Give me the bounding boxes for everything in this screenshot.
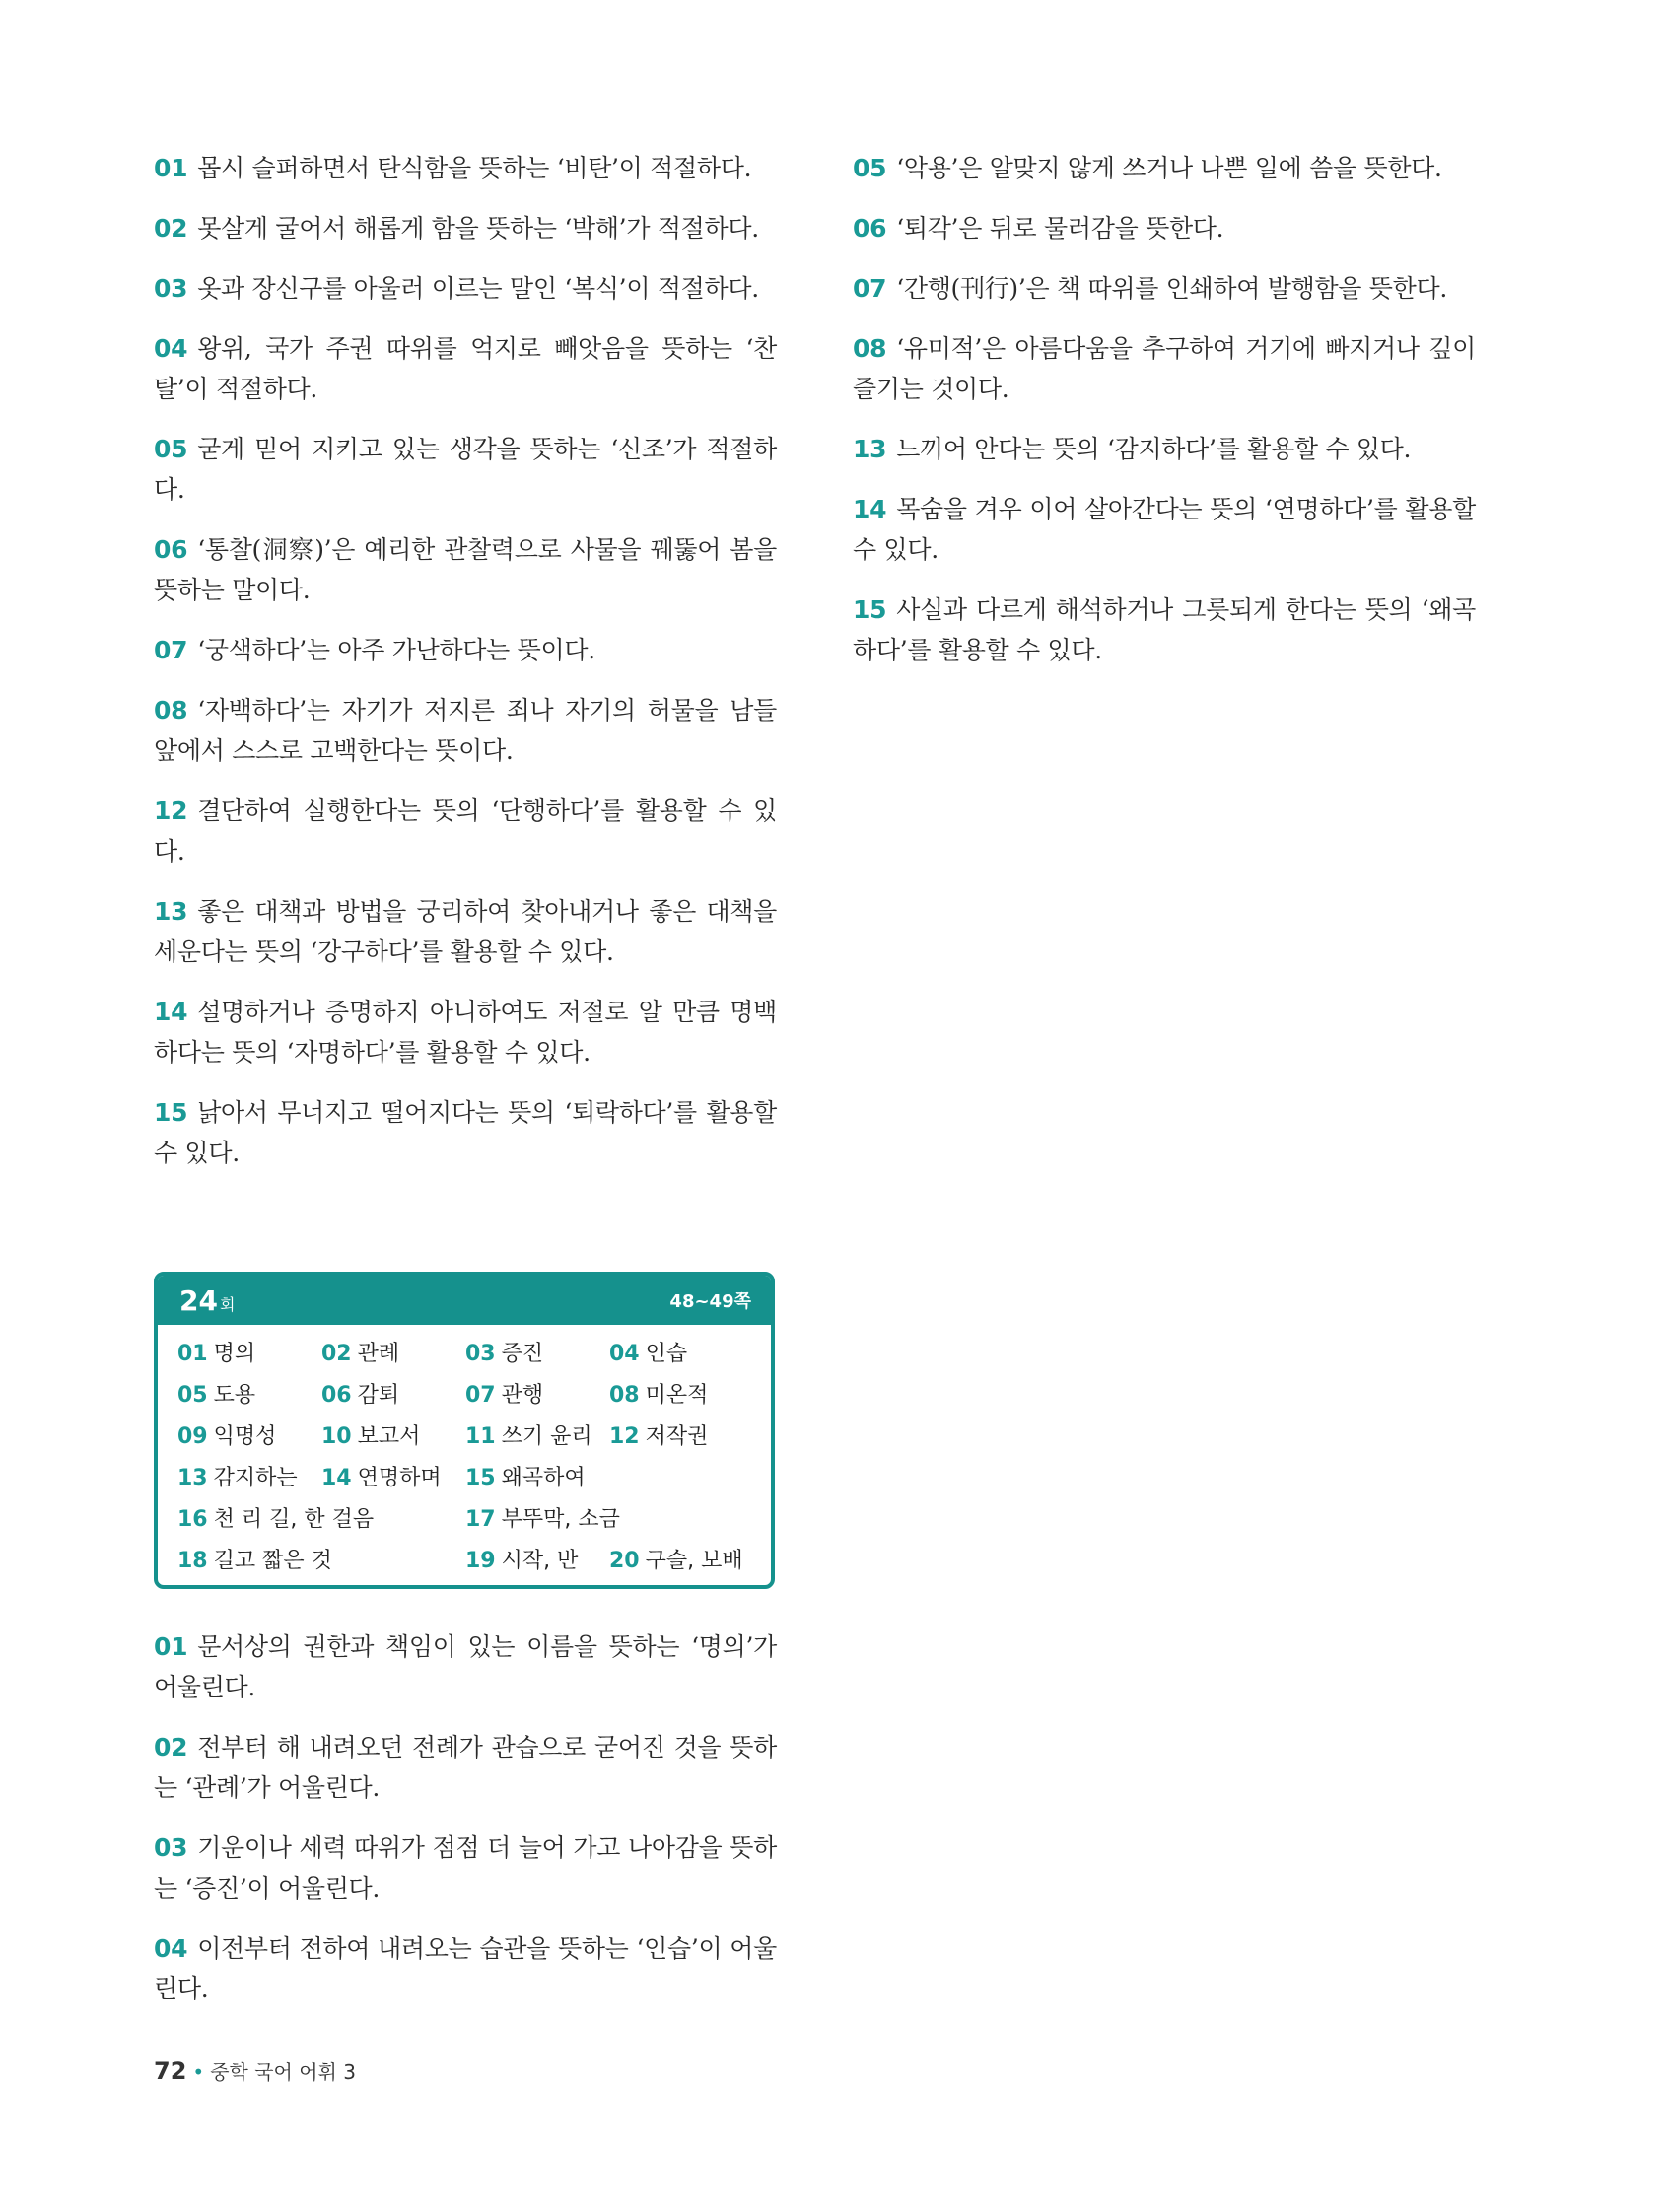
- explanation-item: [154, 1727, 777, 1808]
- explanation-item: [853, 208, 1476, 248]
- item-text: 느끼어 안다는 뜻의 ‘감지하다’를 활용할 수 있다.: [896, 435, 1412, 463]
- item-number: 14: [853, 495, 887, 523]
- answer-item: [177, 1502, 374, 1533]
- book-title: 중학 국어 어휘 3: [210, 2060, 356, 2084]
- answer-number: 02: [321, 1342, 352, 1366]
- item-number: 14: [154, 998, 188, 1026]
- answer-number: 19: [465, 1549, 496, 1573]
- answer-number: 09: [177, 1424, 208, 1449]
- answer-text: 길고 짧은 것: [213, 1549, 332, 1573]
- item-text: 낡아서 무너지고 떨어지다는 뜻의 ‘퇴락하다’를 활용할 수 있다.: [154, 1098, 777, 1167]
- item-text: 사실과 다르게 해석하거나 그릇되게 한다는 뜻의 ‘왜곡하다’를 활용할 수 있다.: [853, 595, 1476, 664]
- item-number: 02: [154, 214, 188, 242]
- answer-text: 쓰기 윤리: [501, 1424, 592, 1449]
- item-text: ‘궁색하다’는 아주 가난하다는 뜻이다.: [197, 636, 595, 664]
- answer-number: 12: [609, 1424, 640, 1449]
- item-number: 06: [853, 214, 887, 242]
- explanation-item: [154, 1828, 777, 1908]
- explanation-item: [154, 429, 777, 510]
- round-suffix: 회: [219, 1294, 236, 1314]
- answer-text: 인습: [645, 1342, 688, 1366]
- explanation-item: [154, 1928, 777, 2009]
- answer-number: 10: [321, 1424, 352, 1449]
- answer-item: [177, 1461, 298, 1491]
- item-text: 이전부터 전하여 내려오는 습관을 뜻하는 ‘인습’이 어울린다.: [154, 1934, 777, 2003]
- answer-number: 04: [609, 1342, 640, 1366]
- answer-text: 감지하는: [213, 1466, 298, 1490]
- answer-key-box: [154, 1272, 775, 1589]
- answer-item: [609, 1544, 743, 1574]
- answer-text: 시작, 반: [501, 1549, 579, 1573]
- answer-text: 감퇴: [357, 1383, 400, 1408]
- explanation-item: [853, 328, 1476, 409]
- item-number: 05: [154, 435, 188, 463]
- item-number: 15: [154, 1098, 188, 1127]
- answer-number: 20: [609, 1549, 640, 1573]
- explanation-item: [154, 208, 777, 248]
- answer-item: [465, 1461, 586, 1491]
- answer-item: [177, 1378, 255, 1409]
- answer-item: [465, 1502, 620, 1533]
- answer-item: [177, 1544, 332, 1574]
- explanation-item: [853, 489, 1476, 570]
- item-number: 15: [853, 595, 887, 624]
- answer-text: 연명하며: [357, 1466, 442, 1490]
- item-text: ‘퇴각’은 뒤로 물러감을 뜻한다.: [896, 214, 1224, 242]
- answer-text: 관행: [501, 1383, 544, 1408]
- answer-number: 13: [177, 1466, 208, 1490]
- item-text: ‘통찰(洞察)’은 예리한 관찰력으로 사물을 꿰뚫어 봄을 뜻하는 말이다.: [154, 535, 777, 604]
- explanation-item: [154, 1626, 777, 1707]
- answer-text: 명의: [213, 1342, 256, 1366]
- answer-number: 16: [177, 1507, 208, 1532]
- answer-text: 저작권: [645, 1424, 709, 1449]
- answer-item: [465, 1337, 543, 1367]
- answer-text: 증진: [501, 1342, 544, 1366]
- answer-number: 15: [465, 1466, 496, 1490]
- item-text: ‘간행(刊行)’은 책 따위를 인쇄하여 발행함을 뜻한다.: [896, 274, 1447, 303]
- explanation-item: [154, 992, 777, 1072]
- page-number: 72: [154, 2057, 187, 2085]
- item-text: 목숨을 겨우 이어 살아간다는 뜻의 ‘연명하다’를 활용할 수 있다.: [853, 495, 1476, 564]
- explanation-item: [154, 529, 777, 610]
- explanation-item: [154, 1092, 777, 1173]
- item-number: 08: [154, 696, 188, 725]
- answer-item: [177, 1419, 276, 1450]
- item-text: ‘자백하다’는 자기가 저지른 죄나 자기의 허물을 남들 앞에서 스스로 고백한다는 뜻이다.: [154, 696, 777, 765]
- answer-text: 미온적: [645, 1383, 709, 1408]
- answer-number: 03: [465, 1342, 496, 1366]
- item-text: 못살게 굴어서 해롭게 함을 뜻하는 ‘박해’가 적절하다.: [197, 214, 759, 242]
- answer-item: [465, 1419, 592, 1450]
- answer-item: [609, 1419, 708, 1450]
- item-text: 기운이나 세력 따위가 점점 더 늘어 가고 나아감을 뜻하는 ‘증진’이 어울린다.: [154, 1833, 777, 1902]
- answer-number: 06: [321, 1383, 352, 1408]
- answer-item: [321, 1337, 399, 1367]
- item-number: 13: [154, 897, 188, 926]
- item-number: 07: [154, 636, 188, 664]
- bottom-explanations: [154, 1626, 777, 2029]
- answer-grid: [158, 1325, 771, 1585]
- explanation-item: [154, 891, 777, 972]
- answer-text: 도용: [213, 1383, 256, 1408]
- explanation-item: [154, 630, 777, 670]
- item-text: 좋은 대책과 방법을 궁리하여 찾아내거나 좋은 대책을 세운다는 뜻의 ‘강구하다’를 활용할 수 있다.: [154, 897, 777, 966]
- item-number: 13: [853, 435, 887, 463]
- item-number: 03: [154, 274, 188, 303]
- answer-text: 익명성: [213, 1424, 277, 1449]
- answer-item: [321, 1419, 420, 1450]
- item-text: 왕위, 국가 주권 따위를 억지로 빼앗음을 뜻하는 ‘찬탈’이 적절하다.: [154, 334, 777, 403]
- answer-number: 17: [465, 1507, 496, 1532]
- answer-number: 11: [465, 1424, 496, 1449]
- answer-item: [609, 1337, 687, 1367]
- item-text: 결단하여 실행한다는 뜻의 ‘단행하다’를 활용할 수 있다.: [154, 796, 777, 865]
- answer-text: 왜곡하여: [501, 1466, 586, 1490]
- item-number: 08: [853, 334, 887, 363]
- explanation-item: [853, 429, 1476, 469]
- item-text: ‘유미적’은 아름다움을 추구하여 거기에 빠지거나 깊이 즐기는 것이다.: [853, 334, 1476, 403]
- explanation-item: [154, 148, 777, 188]
- item-number: 06: [154, 535, 188, 564]
- answer-number: 14: [321, 1466, 352, 1490]
- answer-item: [465, 1544, 578, 1574]
- item-text: 굳게 믿어 지키고 있는 생각을 뜻하는 ‘신조’가 적절하다.: [154, 435, 777, 504]
- answer-number: 07: [465, 1383, 496, 1408]
- answer-item: [177, 1337, 255, 1367]
- answer-item: [321, 1461, 442, 1491]
- item-number: 07: [853, 274, 887, 303]
- explanation-item: [154, 690, 777, 771]
- explanation-item: [154, 328, 777, 409]
- page-footer: [154, 2056, 356, 2085]
- explanation-item: [154, 268, 777, 309]
- item-number: 03: [154, 1833, 188, 1862]
- item-number: 01: [154, 154, 188, 182]
- answer-text: 부뚜막, 소금: [501, 1507, 620, 1532]
- answer-item: [465, 1378, 543, 1409]
- item-text: ‘악용’은 알맞지 않게 쓰거나 나쁜 일에 씀을 뜻한다.: [896, 154, 1442, 182]
- item-number: 04: [154, 334, 188, 363]
- answer-number: 18: [177, 1549, 208, 1573]
- answer-box-header: [158, 1276, 771, 1325]
- answer-number: 08: [609, 1383, 640, 1408]
- left-column: [154, 148, 777, 1193]
- item-text: 몹시 슬퍼하면서 탄식함을 뜻하는 ‘비탄’이 적절하다.: [197, 154, 752, 182]
- item-text: 전부터 해 내려오던 전례가 관습으로 굳어진 것을 뜻하는 ‘관례’가 어울린다.: [154, 1733, 777, 1802]
- footer-separator: •: [192, 2060, 205, 2084]
- item-number: 12: [154, 796, 188, 825]
- item-text: 설명하거나 증명하지 아니하여도 저절로 알 만큼 명백하다는 뜻의 ‘자명하다’를 활용할 수 있다.: [154, 998, 777, 1067]
- page-range: 48~49쪽: [669, 1291, 751, 1312]
- explanation-item: [853, 148, 1476, 188]
- answer-number: 01: [177, 1342, 208, 1366]
- right-column: [853, 148, 1476, 690]
- answer-item: [609, 1378, 708, 1409]
- item-text: 옷과 장신구를 아울러 이르는 말인 ‘복식’이 적절하다.: [197, 274, 759, 303]
- round-number: 24: [179, 1283, 218, 1317]
- item-number: 04: [154, 1934, 188, 1963]
- item-number: 02: [154, 1733, 188, 1762]
- answer-number: 05: [177, 1383, 208, 1408]
- round-label: [179, 1284, 235, 1317]
- answer-text: 관례: [357, 1342, 400, 1366]
- item-number: 01: [154, 1632, 188, 1661]
- answer-text: 천 리 길, 한 걸음: [213, 1507, 375, 1532]
- answer-item: [321, 1378, 399, 1409]
- explanation-item: [154, 791, 777, 871]
- answer-text: 보고서: [357, 1424, 421, 1449]
- item-number: 05: [853, 154, 887, 182]
- explanation-item: [853, 268, 1476, 309]
- item-text: 문서상의 권한과 책임이 있는 이름을 뜻하는 ‘명의’가 어울린다.: [154, 1632, 777, 1701]
- answer-text: 구슬, 보배: [645, 1549, 743, 1573]
- explanation-item: [853, 589, 1476, 670]
